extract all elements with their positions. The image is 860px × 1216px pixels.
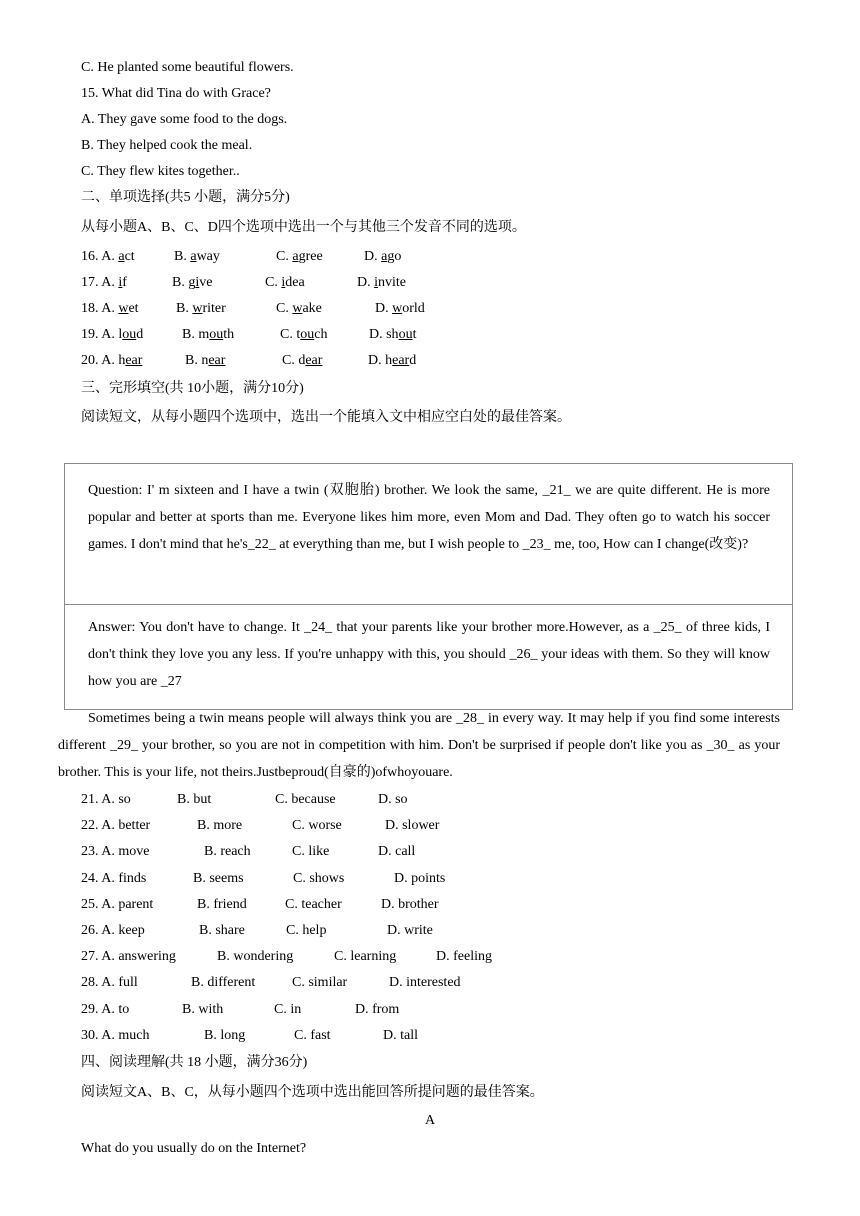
option-d: D. ago bbox=[364, 249, 402, 264]
option-a: 26. A. keep bbox=[81, 923, 145, 938]
option-c: C. because bbox=[275, 792, 336, 807]
option-a: 22. A. better bbox=[81, 818, 151, 834]
option-c: C. idea bbox=[265, 275, 305, 290]
passage-label: A bbox=[424, 1113, 436, 1128]
option-a: 20. A. hear bbox=[81, 353, 143, 368]
section-heading: 四、阅读理解(共 18 小题，满分36分) bbox=[81, 1055, 308, 1070]
option-d: D. brother bbox=[381, 896, 439, 912]
option-d: D. slower bbox=[385, 818, 440, 834]
option-a: 18. A. wet bbox=[81, 301, 139, 316]
option-d: D. interested bbox=[389, 975, 461, 991]
section-heading: 二、单项选择(共5 小题，满分5分) bbox=[81, 190, 290, 205]
option-c: C. agree bbox=[276, 249, 323, 264]
option-a: 21. A. so bbox=[81, 792, 131, 807]
option-b: B. with bbox=[182, 1001, 224, 1017]
option-c: C. teacher bbox=[285, 896, 342, 912]
option-b: B. more bbox=[197, 818, 243, 834]
option-b: B. give bbox=[172, 275, 213, 290]
option-a: 27. A. answering bbox=[81, 949, 176, 965]
option-a: 23. A. move bbox=[81, 844, 150, 860]
question-box bbox=[64, 463, 793, 605]
option-d: D. feeling bbox=[436, 949, 492, 965]
answer-box bbox=[64, 604, 793, 710]
option-c: C. learning bbox=[334, 949, 397, 965]
option-a: 30. A. much bbox=[81, 1027, 150, 1043]
passage-paragraph: Sometimes being a twin means people will always think you are _28_ in every way. It may help if you find some interests different _29_ your brother, so you are not in competition with him. Don't be surprised if people don't like you as _30_ as your brother. This is your life, not theirs.Justbeproud(自豪的)ofwhoyouare. bbox=[58, 711, 780, 780]
option-d: D. shout bbox=[369, 327, 417, 342]
option-line: C. He planted some beautiful flowers. bbox=[81, 60, 294, 75]
option-d: D. write bbox=[387, 923, 433, 938]
option-b: B. near bbox=[185, 353, 226, 368]
option-a: 29. A. to bbox=[81, 1001, 130, 1017]
answer-text: Answer: You don't have to change. It _24_ that your parents like your brother more.However, as a _25_ of three kids, I don't think they love you any less. If you're unhappy with this, you should _26_ your ideas with them. So they will know how you are _27 bbox=[88, 620, 770, 689]
option-c: C. worse bbox=[292, 818, 342, 834]
option-c: C. shows bbox=[293, 870, 345, 886]
option-b: B. reach bbox=[204, 844, 251, 860]
option-c: C. touch bbox=[280, 327, 328, 342]
option-b: B. away bbox=[174, 249, 220, 264]
section-instruction: 从每小题A、B、C、D四个选项中选出一个与其他三个发音不同的选项。 bbox=[81, 220, 526, 235]
question-line: 15. What did Tina do with Grace? bbox=[81, 86, 271, 101]
option-b: B. friend bbox=[197, 896, 247, 912]
option-d: D. invite bbox=[357, 275, 407, 290]
option-a: 25. A. parent bbox=[81, 896, 154, 912]
option-d: D. call bbox=[378, 844, 416, 860]
option-b: B. mouth bbox=[182, 327, 235, 342]
option-d: D. world bbox=[375, 301, 425, 316]
section-heading: 三、完形填空(共 10小题，满分10分) bbox=[81, 381, 304, 396]
option-d: D. heard bbox=[368, 353, 417, 368]
option-c: C. in bbox=[274, 1001, 302, 1017]
option-b: B. but bbox=[177, 792, 212, 807]
option-line: C. They flew kites together.. bbox=[81, 164, 240, 179]
option-d: D. so bbox=[378, 792, 408, 807]
option-a: 24. A. finds bbox=[81, 870, 147, 886]
section-instruction: 阅读短文A、B、C，从每小题四个选项中选出能回答所提问题的最佳答案。 bbox=[81, 1085, 544, 1100]
option-c: C. wake bbox=[276, 301, 322, 316]
option-c: C. like bbox=[292, 844, 330, 860]
option-a: 16. A. act bbox=[81, 249, 135, 264]
option-line: A. They gave some food to the dogs. bbox=[81, 112, 288, 127]
passage-first-line: What do you usually do on the Internet? bbox=[81, 1141, 307, 1156]
option-line: B. They helped cook the meal. bbox=[81, 138, 253, 153]
option-b: B. different bbox=[191, 975, 256, 991]
option-b: B. long bbox=[204, 1027, 246, 1043]
option-c: C. help bbox=[286, 923, 327, 938]
question-text: Question: I' m sixteen and I have a twin (双胞胎) brother. We look the same, _21_ we are quite different. He is more popular and better at sports than me. Everyone likes him more, even Mom and Dad. They often go to watch his soccer games. I don't mind that he's_22_ at everything than me, but I wish people to _23_ me, too, How can I change(改变)? bbox=[88, 483, 770, 552]
option-d: D. from bbox=[355, 1001, 400, 1017]
option-d: D. tall bbox=[383, 1027, 418, 1043]
section-instruction: 阅读短文，从每小题四个选项中，选出一个能填入文中相应空白处的最佳答案。 bbox=[81, 410, 571, 425]
option-a: 19. A. loud bbox=[81, 327, 144, 342]
option-c: C. similar bbox=[292, 975, 348, 991]
option-a: 28. A. full bbox=[81, 975, 138, 991]
option-b: B. wondering bbox=[217, 949, 294, 965]
option-a: 17. A. if bbox=[81, 275, 127, 290]
option-b: B. writer bbox=[176, 301, 226, 316]
option-d: D. points bbox=[394, 870, 446, 886]
option-b: B. share bbox=[199, 923, 245, 938]
option-b: B. seems bbox=[193, 870, 244, 886]
option-c: C. dear bbox=[282, 353, 323, 368]
option-c: C. fast bbox=[294, 1027, 331, 1043]
